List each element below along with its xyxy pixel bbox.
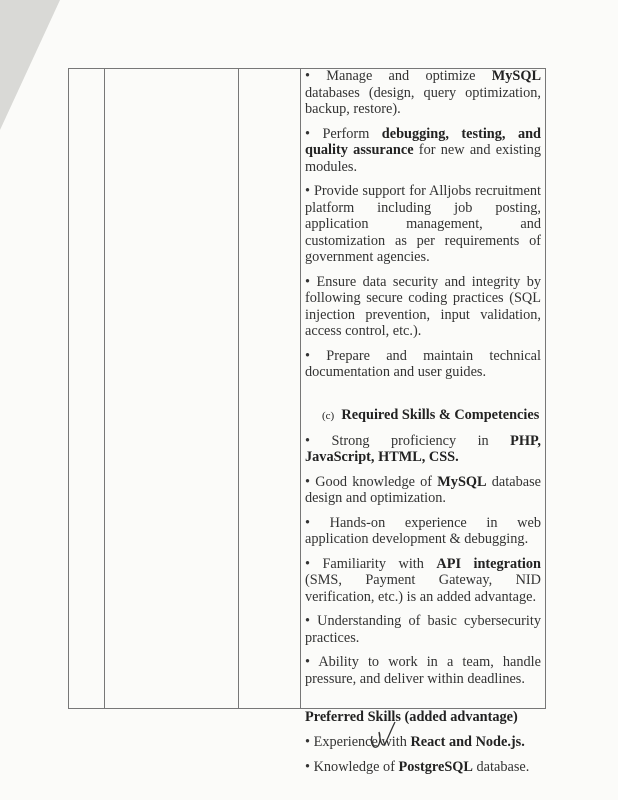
column-divider: [68, 68, 69, 709]
section-heading: [305, 407, 541, 425]
text: • Ensure data security and integrity by following secure coding practices (SQL injection prevention, input validation, access control, etc.).: [305, 273, 541, 339]
list-item: [305, 274, 541, 340]
list-item: [305, 126, 541, 176]
list-item: [305, 433, 541, 466]
list-item: [305, 68, 541, 118]
section-heading: [305, 709, 541, 726]
text: • Manage and optimize: [305, 68, 492, 84]
text: • Good knowledge of: [305, 473, 438, 490]
list-item: [305, 183, 541, 266]
heading-note: (added advantage): [404, 709, 518, 725]
text: databases (design, query optimization, backup, restore).: [305, 84, 541, 117]
section-marker: (c): [322, 409, 335, 422]
text: • Understanding of basic cybersecurity practices.: [305, 613, 541, 646]
bold-text: PHP, JavaScript, HTML, CSS.: [305, 432, 541, 465]
heading-text: Required Skills & Competencies: [341, 406, 540, 423]
list-item: [305, 515, 541, 548]
heading-text: Preferred Skills: [305, 709, 401, 725]
text: • Prepare and maintain technical documentation and user guides.: [305, 347, 541, 380]
signature-initial: [368, 718, 398, 754]
bold-text: MySQL: [437, 473, 487, 490]
text: • Hands-on experience in web application development & debugging.: [305, 514, 541, 547]
bold-text: MySQL: [491, 68, 541, 84]
preferred-skills-section: [305, 709, 541, 775]
text: • Familiarity with: [305, 555, 437, 572]
column-divider: [104, 68, 105, 709]
bold-text: PostgreSQL: [398, 758, 473, 775]
text: • Perform: [305, 125, 382, 142]
list-item: [305, 654, 541, 687]
text: (SMS, Payment Gateway, NID verification, etc.) is an added advantage.: [305, 572, 541, 605]
column-divider: [300, 68, 301, 709]
bold-text: debugging, testing, and quality assurance: [305, 125, 541, 158]
responsibilities-list: [305, 68, 541, 381]
list-item: [305, 348, 541, 381]
bold-text: React and Node.js.: [410, 734, 525, 750]
list-item: [305, 759, 541, 776]
bold-text: API integration: [436, 555, 541, 572]
content-column: [305, 68, 541, 783]
text: database.: [472, 758, 530, 775]
column-divider: [545, 68, 546, 709]
scan-corner-shadow: [0, 0, 60, 130]
text: database design and optimization.: [305, 473, 541, 506]
list-item: [305, 474, 541, 507]
text: • Experience with: [305, 734, 411, 750]
list-item: [305, 613, 541, 646]
list-item: [305, 556, 541, 606]
text: • Knowledge of: [305, 758, 399, 775]
text: • Ability to work in a team, handle pressure, and deliver within deadlines.: [305, 654, 541, 687]
list-item: [305, 734, 541, 751]
text: • Strong proficiency in: [305, 432, 511, 449]
text: • Provide support for Alljobs recruitment platform including job posting, application management, and customization as per requirements of government agencies.: [305, 183, 541, 265]
required-skills-section: [305, 407, 541, 688]
text: for new and existing modules.: [305, 142, 542, 175]
column-divider: [238, 68, 239, 709]
